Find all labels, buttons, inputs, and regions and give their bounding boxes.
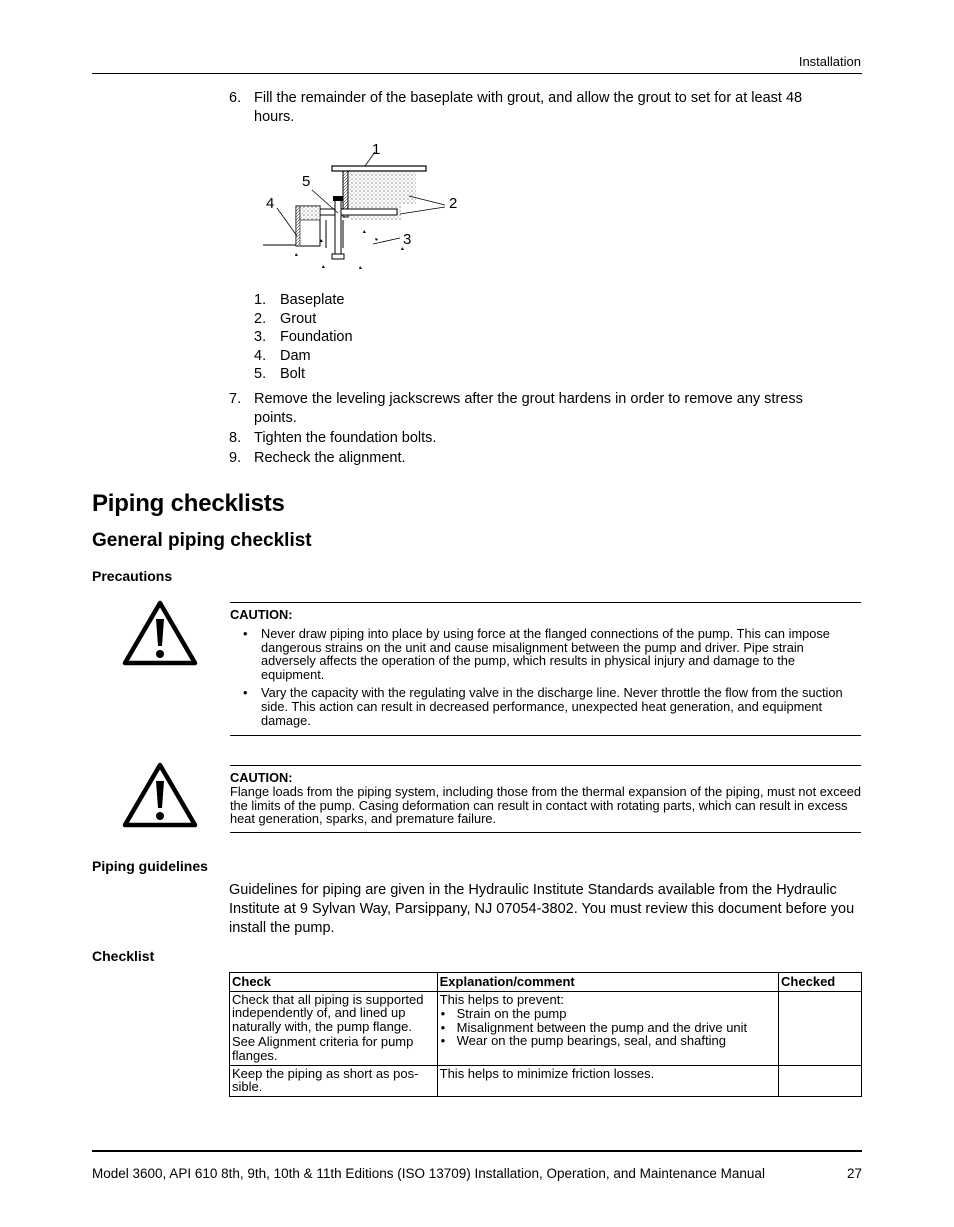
callout-3: 3 — [403, 231, 412, 248]
checklist-heading: Checklist — [92, 948, 155, 964]
header-rule — [92, 73, 862, 74]
bolt-shape — [335, 198, 341, 258]
subsection-title: General piping checklist — [92, 530, 312, 551]
warning-icon — [122, 600, 198, 666]
figure-legend — [254, 291, 353, 384]
page-number: 27 — [846, 1166, 862, 1181]
legend-item: 2. Grout — [254, 310, 317, 327]
step-8: 8. Tighten the foundation bolts. — [229, 429, 829, 448]
precautions-heading: Precautions — [92, 568, 173, 584]
running-header: Installation — [798, 54, 861, 69]
checked-cell[interactable] — [779, 1065, 862, 1096]
checklist-table — [229, 972, 862, 1097]
step-number: 6. — [229, 90, 242, 106]
legend-item: 3. Foundation — [254, 329, 353, 345]
table-row — [230, 1065, 862, 1096]
list-item: • Wear on the pump bearings, seal, and shafting — [440, 1033, 726, 1048]
table-header-row — [230, 973, 862, 992]
list-item: • Misalignment between the pump and the drive unit — [440, 1019, 748, 1035]
legend-item: 5. Bolt — [254, 366, 305, 382]
callout-4: 4 — [266, 195, 275, 212]
baseplate-shape — [332, 166, 426, 171]
checked-cell[interactable] — [779, 991, 862, 1065]
footer — [92, 1166, 862, 1181]
step-text: Tighten the foundation bolts. — [254, 430, 437, 446]
callout-5: 5 — [302, 173, 311, 190]
caution-title: CAUTION: — [230, 607, 293, 622]
column-header: Check — [230, 973, 438, 992]
callout-1: 1 — [372, 141, 381, 158]
column-header: Explanation/comment — [437, 973, 778, 992]
column-header: Checked — [779, 973, 862, 992]
step-text: Fill the remainder of the baseplate with grout, and allow the grout to set for at least 48 hours. — [254, 90, 803, 125]
table-row — [230, 991, 862, 1065]
check-cell: Keep the piping as short as pos-sible. — [230, 1065, 438, 1096]
guidelines-paragraph: Guidelines for piping are given in the Hydraulic Institute Standards available from the Hydraulic Institute at 9 Sylvan Way, Parsippany, NJ 07054-3802. You must review this document before you install the pump. — [229, 882, 855, 936]
piping-guidelines-heading: Piping guidelines — [92, 858, 208, 874]
caution-box-1 — [230, 602, 861, 736]
warning-icon — [122, 762, 198, 828]
check-cell: Check that all piping is supported independently of, and lined up naturally with, the pump flange. See Alignment criteria for pump flanges. — [230, 991, 438, 1065]
caution-list — [230, 627, 861, 728]
section-title: Piping checklists — [92, 490, 285, 517]
callout-2: 2 — [449, 195, 458, 212]
step-text: Remove the leveling jackscrews after the grout hardens in order to remove any stress points. — [254, 391, 803, 426]
explanation-cell: This helps to prevent: • Strain on the pump • Misalignment between the pump and the drive unit • Wear on the pump bearings, seal, and shafting — [437, 991, 778, 1065]
grout-baseplate-figure — [255, 138, 470, 278]
step-9: 9. Recheck the alignment. — [229, 449, 829, 468]
caution-box-2 — [230, 765, 861, 833]
list-item: • Strain on the pump — [440, 1006, 567, 1021]
step-7: 7. Remove the leveling jackscrews after the grout hardens in order to remove any stress points. — [229, 390, 829, 428]
footer-title: Model 3600, API 610 8th, 9th, 10th & 11th Editions (ISO 13709) Installation, Operation, and Maintenance Manual — [92, 1166, 765, 1181]
legend-item: 4. Dam — [254, 347, 311, 364]
legend-item: 1. Baseplate — [254, 292, 345, 308]
explanation-list — [440, 1007, 776, 1048]
footer-rule — [92, 1150, 862, 1152]
caution-bullet: • Vary the capacity with the regulating valve in the discharge line. Never throttle the flow from the suction side. This action can result in decreased performance, unexpected heat generation, and equipment damage. — [243, 684, 843, 728]
explanation-cell: This helps to minimize friction losses. — [437, 1065, 778, 1096]
caution-text: Flange loads from the piping system, including those from the thermal expansion of the piping, must not exceed the limits of the pump. Casing deformation can result in contact with rotating parts, which can result in excess heat generation, sparks, and premature failure. — [230, 783, 861, 827]
grout-shape — [349, 172, 416, 204]
caution-title: CAUTION: — [230, 770, 293, 785]
caution-bullet: • Never draw piping into place by using force at the flanged connections of the pump. This can impose dangerous strains on the unit and cause misalignment between the pump and driver. Pipe strain adversely affects the operation of the pump, which results in physical injury and damage to the equipment. — [243, 625, 830, 683]
step-text: Recheck the alignment. — [254, 450, 406, 466]
step-6 — [229, 89, 829, 127]
